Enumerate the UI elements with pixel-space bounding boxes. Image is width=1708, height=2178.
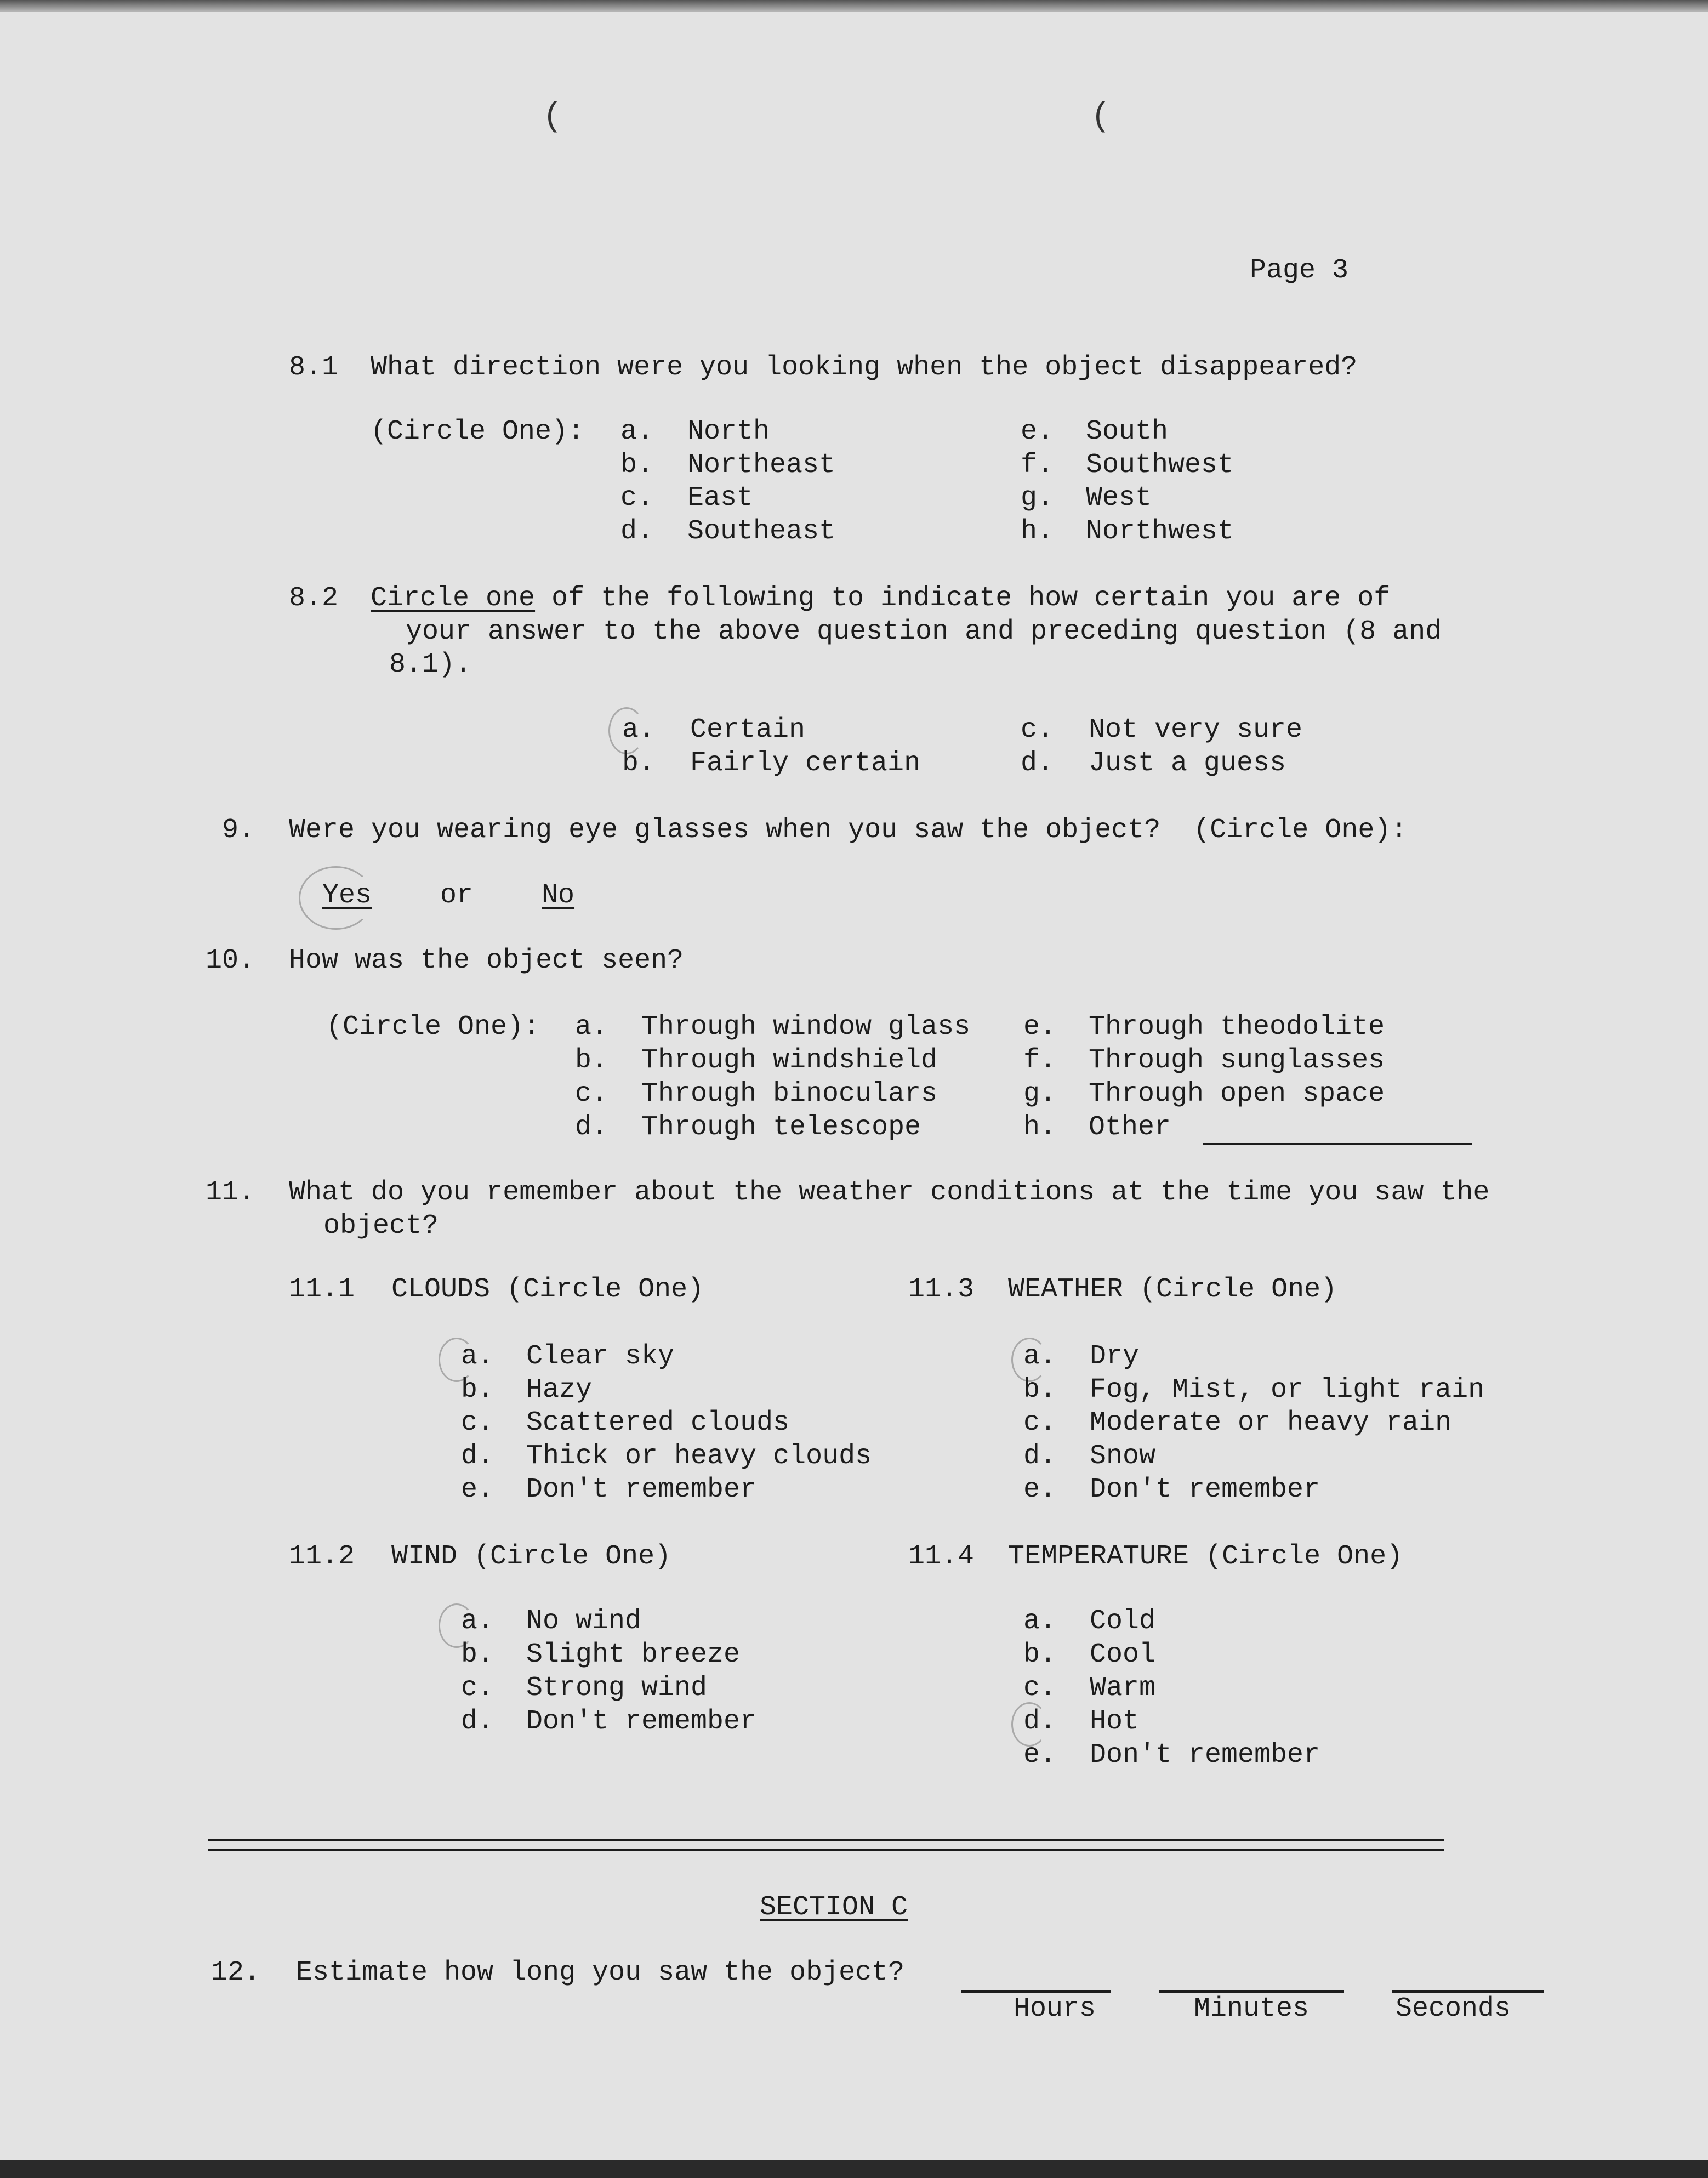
subquestion-title: WEATHER (Circle One) [1008,1274,1337,1305]
page-number: Page 3 [1250,255,1349,286]
option-label[interactable]: Clear sky [526,1341,675,1372]
option-letter[interactable]: d. [461,1441,494,1472]
question-text: Estimate how long you saw the object? [296,1957,905,1988]
section-heading: SECTION C [760,1892,908,1923]
question-number: 11. [206,1177,255,1208]
option-label[interactable]: North [687,416,770,447]
question-text-line: your answer to the above question and preceding question (8 and [406,616,1442,647]
option-label[interactable]: Through window glass [641,1011,971,1043]
option-letter[interactable]: h. [1023,1112,1057,1143]
hours-label: Hours [1014,1993,1096,2025]
question-text-line: object? [323,1210,439,1242]
option-label[interactable]: Snow [1090,1441,1156,1472]
binder-hole-mark: ( [543,99,563,136]
option-label[interactable]: Southeast [687,516,836,547]
option-letter[interactable]: a. [1023,1341,1057,1372]
option-letter[interactable]: e. [1021,416,1054,447]
option-label[interactable]: Through telescope [641,1112,921,1143]
option-label[interactable]: Not very sure [1089,714,1303,746]
question-text-line: 8.1). [389,649,472,680]
option-label[interactable]: Don't remember [1090,1739,1320,1771]
option-label[interactable]: Through theodolite [1089,1011,1385,1043]
question-text: What do you remember about the weather conditions at the time you saw the [289,1177,1490,1208]
question-text-line: of the following to indicate how certain you are of [535,583,1391,614]
option-letter[interactable]: d. [1023,1706,1057,1737]
option-letter[interactable]: e. [1023,1011,1057,1043]
option-label[interactable]: Moderate or heavy rain [1090,1407,1452,1438]
option-letter[interactable]: a. [461,1341,494,1372]
double-rule-bottom [208,1849,1444,1851]
instruction: (Circle One): [326,1011,540,1043]
option-letter[interactable]: c. [575,1078,608,1110]
option-letter[interactable]: a. [575,1011,608,1043]
question-number: 12. [211,1957,261,1988]
option-label[interactable]: Hot [1090,1706,1140,1737]
option-letter[interactable]: h. [1021,516,1054,547]
option-label[interactable]: Through binoculars [641,1078,938,1110]
option-letter[interactable]: f. [1021,450,1054,481]
or-text: or [440,880,474,911]
option-label[interactable]: Strong wind [526,1673,708,1704]
subquestion-title: CLOUDS (Circle One) [391,1274,704,1305]
option-label[interactable]: Northeast [687,450,836,481]
option-label[interactable]: Thick or heavy clouds [526,1441,872,1472]
option-letter[interactable]: d. [1023,1441,1057,1472]
option-label[interactable]: South [1086,416,1169,447]
option-label[interactable]: Don't remember [526,1706,757,1737]
option-letter[interactable]: c. [1023,1407,1057,1438]
option-label[interactable]: Dry [1090,1341,1140,1372]
option-letter[interactable]: c. [1021,714,1054,746]
question-number: 8.2 [289,583,339,614]
option-letter[interactable]: b. [1023,1374,1057,1406]
scan-bottom-edge [0,2160,1708,2178]
subquestion-number: 11.2 [289,1541,355,1572]
instruction: (Circle One): [371,416,585,447]
option-letter[interactable]: d. [575,1112,608,1143]
option-label[interactable]: Northwest [1086,516,1234,547]
option-letter[interactable]: g. [1021,482,1054,514]
option-letter[interactable]: d. [461,1706,494,1737]
seconds-label: Seconds [1396,1993,1511,2025]
option-letter[interactable]: a. [620,416,654,447]
option-letter[interactable]: c. [461,1673,494,1704]
option-label[interactable]: Warm [1090,1673,1156,1704]
option-no[interactable]: No [542,880,575,911]
option-label[interactable]: Don't remember [526,1474,757,1505]
question-text: Were you wearing eye glasses when you saw the object? (Circle One): [289,815,1408,846]
double-rule-top [208,1839,1444,1841]
option-letter[interactable]: g. [1023,1078,1057,1110]
other-blank-line[interactable] [1203,1143,1472,1145]
option-letter[interactable]: e. [461,1474,494,1505]
option-letter[interactable]: f. [1023,1045,1057,1076]
option-letter[interactable]: b. [461,1374,494,1406]
scan-top-edge [0,0,1708,12]
option-label[interactable]: Southwest [1086,450,1234,481]
option-label[interactable]: Scattered clouds [526,1407,790,1438]
option-label[interactable]: Through open space [1089,1078,1385,1110]
option-letter[interactable]: b. [575,1045,608,1076]
question-number: 10. [206,945,255,976]
option-label[interactable]: Slight breeze [526,1639,741,1670]
option-label[interactable]: Other [1089,1112,1171,1143]
option-letter[interactable]: a. [622,714,656,746]
option-label[interactable]: Cold [1090,1606,1156,1637]
option-label[interactable]: Fog, Mist, or light rain [1090,1374,1485,1406]
option-letter[interactable]: d. [620,516,654,547]
question-number: 8.1 [289,352,339,383]
option-label[interactable]: West [1086,482,1152,514]
option-letter[interactable]: a. [1023,1606,1057,1637]
option-label[interactable]: Don't remember [1090,1474,1320,1505]
subquestion-number: 11.3 [908,1274,975,1305]
question-text [371,582,1390,615]
option-label[interactable]: Certain [690,714,806,746]
option-label[interactable]: No wind [526,1606,642,1637]
option-label[interactable]: Hazy [526,1374,593,1406]
option-yes[interactable]: Yes [322,880,372,911]
option-label[interactable]: East [687,482,754,514]
minutes-label: Minutes [1194,1993,1310,2025]
option-letter[interactable]: d. [1021,748,1054,779]
option-letter[interactable]: c. [620,482,654,514]
option-label[interactable]: Through sunglasses [1089,1045,1385,1076]
question-text: How was the object seen? [289,945,684,976]
option-label[interactable]: Through windshield [641,1045,938,1076]
option-letter[interactable]: e. [1023,1474,1057,1505]
subquestion-title: TEMPERATURE (Circle One) [1008,1541,1403,1572]
subquestion-number: 11.1 [289,1274,355,1305]
binder-hole-mark: ( [1091,99,1111,136]
question-text: What direction were you looking when the object disappeared? [371,352,1358,383]
option-letter[interactable]: b. [461,1639,494,1670]
option-letter[interactable]: b. [1023,1639,1057,1670]
subquestion-number: 11.4 [908,1541,975,1572]
question-number: 9. [222,815,255,846]
option-label[interactable]: Just a guess [1089,748,1286,779]
option-label[interactable]: Fairly certain [690,748,921,779]
option-label[interactable]: Cool [1090,1639,1156,1670]
option-letter[interactable]: c. [461,1407,494,1438]
option-letter[interactable]: b. [620,450,654,481]
option-letter[interactable]: a. [461,1606,494,1637]
option-letter[interactable]: e. [1023,1739,1057,1771]
option-letter[interactable]: b. [622,748,656,779]
underlined-instruction: Circle one [371,583,536,614]
subquestion-title: WIND (Circle One) [391,1541,671,1572]
option-letter[interactable]: c. [1023,1673,1057,1704]
